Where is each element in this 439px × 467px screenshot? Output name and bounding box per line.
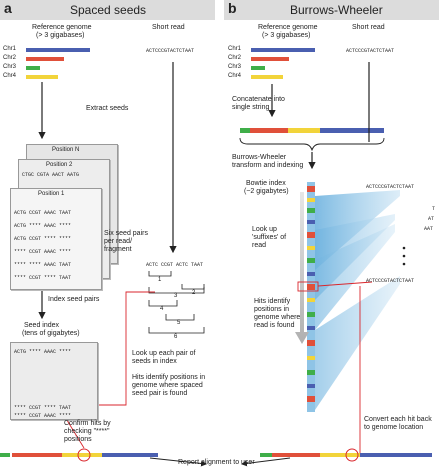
chr4-bar-b: [251, 75, 283, 79]
panel-a-title: Spaced seeds: [70, 3, 147, 17]
seed-index-label: Seed index: [24, 322, 60, 329]
bw-transform-label: Burrows-Wheeler transform and indexing: [232, 154, 304, 169]
bowtie-index-label: Bowtie index: [246, 180, 286, 187]
chr1-bar-a: [26, 48, 90, 52]
suffix-label: T: [432, 206, 436, 212]
suffix-label: ACTCCCGTACTCTAAT: [366, 278, 415, 284]
suffix-label: ACTCCCGTACTCTAAT: [366, 184, 415, 190]
position-2-row: CTGC CGTA AACT AATG: [22, 172, 80, 178]
panel-a-chr3: Chr3: [3, 64, 17, 70]
seed-pair-number: 5: [177, 320, 181, 326]
seed-pair-number: 4: [160, 306, 164, 312]
seed-row: **** CCGT **** TAAT: [14, 275, 72, 281]
seed-row: ACTG **** AAAC ****: [14, 223, 72, 229]
hits-b-label: Hits identify positions in genome where read is found: [254, 298, 301, 329]
seed-pair-number: 3: [174, 293, 178, 299]
convert-label: Convert each hit back to genome location: [364, 416, 432, 431]
six-seed-pairs-label: Six seed pairs per read/ fragment: [104, 230, 148, 253]
panel-a-letter: a: [4, 0, 12, 16]
panel-b-ref-label: Reference genome: [258, 24, 318, 31]
index-seed-pairs-label: Index seed pairs: [48, 296, 100, 303]
index-row-highlight: **** CCGT **** TAAT: [14, 405, 72, 411]
suffix-label: AT: [428, 216, 435, 222]
bowtie-index-sub: (~2 gigabytes): [244, 188, 289, 195]
chr2-bar-a: [26, 57, 64, 61]
chr3-bar-a: [26, 66, 40, 70]
panel-a-chr2: Chr2: [3, 55, 17, 61]
suffix-label: AAT: [424, 226, 434, 232]
panel-a-ref-sub: (> 3 gigabases): [36, 32, 85, 39]
panel-b-chr2: Chr2: [228, 55, 242, 61]
index-row: ACTG **** AAAC ****: [14, 349, 72, 355]
read-segments: ACTC CCGT ACTC TAAT: [146, 262, 204, 268]
seed-pair-number: 1: [158, 277, 162, 283]
panel-b-chr1: Chr1: [228, 46, 242, 52]
position-n-label: Position N: [52, 147, 80, 153]
concatenate-label: Concatenate into single string: [232, 96, 285, 111]
lookup-label: Look up each pair of seeds in index: [132, 350, 196, 365]
position-2-label: Position 2: [46, 162, 73, 168]
panel-b-title: Burrows-Wheeler: [290, 3, 383, 17]
panel-b-short-read-seq: ACTCCCGTACTCTAAT: [346, 48, 395, 54]
panel-b-chr4: Chr4: [228, 73, 242, 79]
panel-b-chr3: Chr3: [228, 64, 242, 70]
panel-a-chr4: Chr4: [3, 73, 17, 79]
panel-b-ref-sub: (> 3 gigabases): [262, 32, 311, 39]
seed-row: **** **** AAAC TAAT: [14, 262, 72, 268]
chr1-bar-b: [251, 48, 315, 52]
seed-index-sub: (tens of gigabytes): [22, 330, 80, 337]
extract-seeds-label: Extract seeds: [86, 105, 129, 112]
report-alignment-label: Report alignment to user: [178, 459, 255, 466]
seed-row: ACTG CCGT **** ****: [14, 236, 72, 242]
seed-row: ACTG CCGT AAAC TAAT: [14, 210, 72, 216]
chr3-bar-b: [251, 66, 265, 70]
seed-row: **** CCGT AAAC ****: [14, 249, 72, 255]
chr2-bar-b: [251, 57, 289, 61]
seed-pair-number: 6: [174, 334, 178, 340]
seed-pair-number: 2: [192, 290, 196, 296]
panel-b-short-read-label: Short read: [352, 24, 385, 31]
bowtie-index-column: [307, 182, 315, 412]
hits-a-label: Hits identify positions in genome where spaced seed pair is found: [132, 374, 206, 397]
panel-a-short-read-seq: ACTCCCGTACTCTAAT: [146, 48, 195, 54]
panel-b-letter: b: [228, 0, 237, 16]
confirm-label: Confirm hits by checking "****" positions: [64, 420, 111, 443]
position-1-label: Position 1: [38, 191, 65, 197]
lookup-suffixes-label: Look up 'suffixes' of read: [252, 226, 287, 249]
panel-a-short-read-label: Short read: [152, 24, 185, 31]
panel-a-ref-label: Reference genome: [32, 24, 92, 31]
index-row: **** CCGT AAAC ****: [14, 413, 72, 419]
panel-a-chr1: Chr1: [3, 46, 17, 52]
chr4-bar-a: [26, 75, 58, 79]
